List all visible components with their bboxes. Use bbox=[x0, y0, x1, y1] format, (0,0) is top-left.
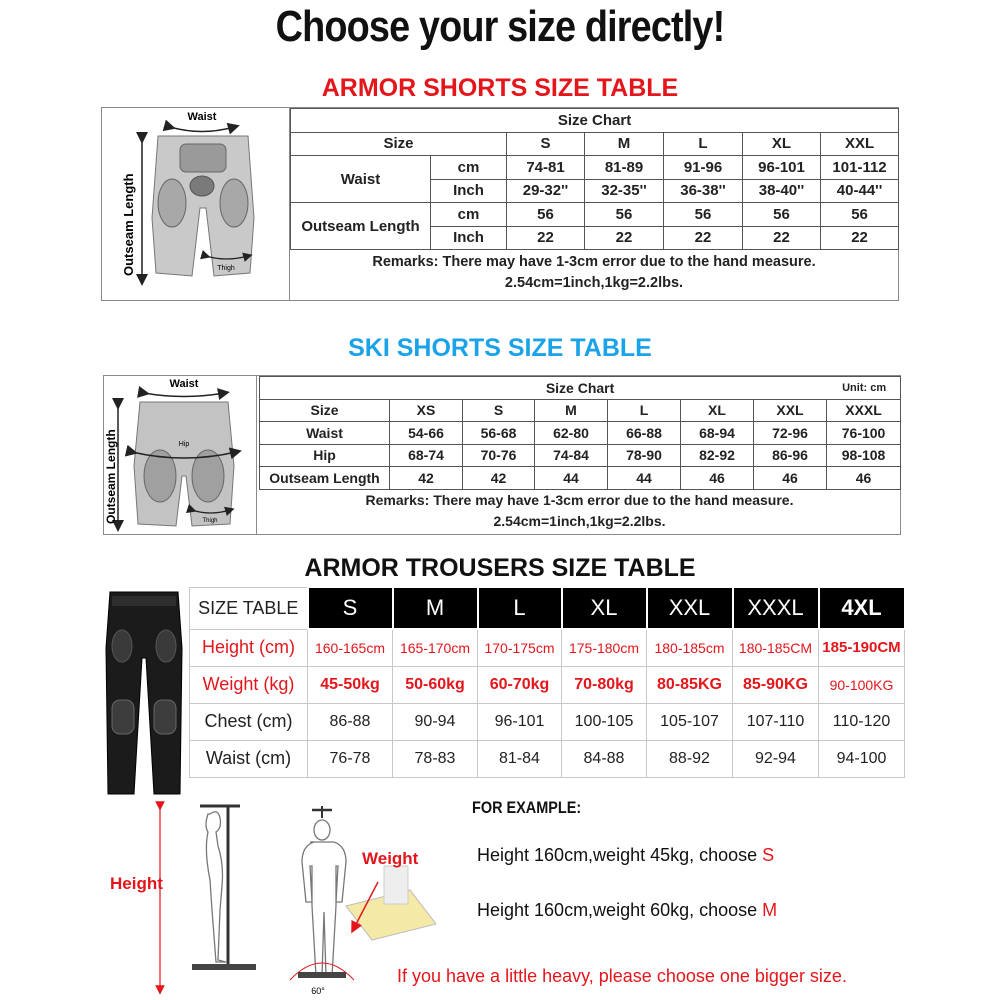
ski-shorts-cell: 76-100 bbox=[827, 422, 901, 445]
armor-shorts-cell: 96-101 bbox=[743, 156, 821, 180]
example-line-1-size: S bbox=[762, 845, 775, 865]
trousers-cell: 80-85KG bbox=[647, 666, 733, 703]
ski-shorts-remarks-line1: Remarks: There may have 1-3cm error due to the hand measure. bbox=[365, 492, 794, 508]
armor-shorts-unit-cm: cm bbox=[431, 156, 507, 180]
armor-shorts-cell: 56 bbox=[585, 203, 664, 227]
armor-shorts-outseam-label: Outseam Length bbox=[121, 173, 136, 276]
trousers-cell: 110-120 bbox=[819, 703, 905, 740]
page-title: Choose your size directly! bbox=[275, 2, 725, 51]
trousers-height-label: Height (cm) bbox=[190, 629, 308, 666]
armor-shorts-cell: 56 bbox=[821, 203, 899, 227]
ski-shorts-size: M bbox=[535, 399, 608, 422]
armor-shorts-cell: 36-38'' bbox=[664, 179, 743, 203]
trousers-cell: 96-101 bbox=[478, 703, 562, 740]
armor-shorts-unit-cm: cm bbox=[431, 203, 507, 227]
ski-shorts-size-table bbox=[259, 376, 901, 490]
example-heading: FOR EXAMPLE: bbox=[472, 798, 582, 817]
armor-shorts-remarks-line2: 2.54cm=1inch,1kg=2.2lbs. bbox=[504, 275, 684, 291]
trousers-cell: 70-80kg bbox=[562, 666, 647, 703]
ski-shorts-cell: 46 bbox=[754, 467, 827, 490]
trousers-cell: 170-175cm bbox=[478, 629, 562, 666]
ski-shorts-hip-label: Hip bbox=[178, 441, 190, 448]
armor-shorts-image bbox=[102, 108, 290, 300]
ski-shorts-unit-label: Unit: cm bbox=[842, 382, 887, 394]
ski-shorts-cell: 68-74 bbox=[390, 444, 463, 467]
trousers-cell: 50-60kg bbox=[393, 666, 478, 703]
trousers-cell: 105-107 bbox=[647, 703, 733, 740]
armor-shorts-cell: 22 bbox=[585, 226, 664, 250]
ski-shorts-cell: 44 bbox=[608, 467, 681, 490]
weight-label: Weight bbox=[362, 849, 419, 868]
trousers-size: S bbox=[308, 587, 393, 629]
trousers-size: 4XL bbox=[819, 587, 905, 629]
trousers-cell: 100-105 bbox=[562, 703, 647, 740]
ski-shorts-outseam-label: Outseam Length bbox=[104, 429, 118, 524]
ski-shorts-cell: 98-108 bbox=[827, 444, 901, 467]
ski-shorts-size: XXXL bbox=[827, 399, 901, 422]
ski-shorts-cell: 56-68 bbox=[463, 422, 535, 445]
armor-shorts-size: XL bbox=[743, 132, 821, 156]
trousers-cell: 92-94 bbox=[733, 740, 819, 777]
armor-trousers-size-table bbox=[189, 586, 906, 778]
ski-shorts-size: XS bbox=[390, 399, 463, 422]
trousers-chest-label: Chest (cm) bbox=[190, 703, 308, 740]
armor-shorts-cell: 29-32'' bbox=[507, 179, 585, 203]
armor-shorts-size: M bbox=[585, 132, 664, 156]
ski-shorts-cell: 62-80 bbox=[535, 422, 608, 445]
ski-shorts-cell: 72-96 bbox=[754, 422, 827, 445]
armor-shorts-thigh-label: Thigh bbox=[217, 265, 235, 272]
example-line-2-size: M bbox=[762, 900, 778, 920]
ski-shorts-cell: 46 bbox=[827, 467, 901, 490]
ski-shorts-thigh-label: Thigh bbox=[202, 518, 218, 524]
example-line-1 bbox=[477, 845, 774, 866]
trousers-cell: 81-84 bbox=[478, 740, 562, 777]
ski-shorts-cell: 66-88 bbox=[608, 422, 681, 445]
ski-shorts-chart-header bbox=[260, 377, 901, 400]
ski-shorts-size: L bbox=[608, 399, 681, 422]
ski-shorts-size: S bbox=[463, 399, 535, 422]
armor-shorts-size: XXL bbox=[821, 132, 899, 156]
ski-shorts-image bbox=[104, 376, 257, 534]
armor-shorts-title: ARMOR SHORTS SIZE TABLE bbox=[321, 74, 679, 102]
trousers-cell: 180-185cm bbox=[647, 629, 733, 666]
ski-shorts-cell: 74-84 bbox=[535, 444, 608, 467]
armor-shorts-chart-label: Size Chart bbox=[291, 109, 899, 133]
armor-shorts-cell: 101-112 bbox=[821, 156, 899, 180]
trousers-cell: 85-90KG bbox=[733, 666, 819, 703]
armor-shorts-cell: 91-96 bbox=[664, 156, 743, 180]
ski-shorts-size: XL bbox=[681, 399, 754, 422]
trousers-size: XXXL bbox=[733, 587, 819, 629]
trousers-cell: 78-83 bbox=[393, 740, 478, 777]
armor-shorts-unit-inch: Inch bbox=[431, 179, 507, 203]
armor-shorts-cell: 56 bbox=[507, 203, 585, 227]
armor-shorts-size-label: Size bbox=[291, 132, 507, 156]
ski-shorts-remarks bbox=[259, 490, 900, 532]
armor-shorts-waist-row-label: Waist bbox=[291, 156, 431, 203]
trousers-cell: 76-78 bbox=[308, 740, 393, 777]
ski-shorts-cell: 42 bbox=[463, 467, 535, 490]
armor-shorts-size-table bbox=[290, 108, 899, 250]
armor-trousers-title: ARMOR TROUSERS SIZE TABLE bbox=[304, 554, 696, 582]
measurement-figures bbox=[140, 800, 440, 1000]
example-line-2-text: Height 160cm,weight 60kg, choose bbox=[477, 900, 763, 920]
trousers-cell: 60-70kg bbox=[478, 666, 562, 703]
armor-shorts-cell: 74-81 bbox=[507, 156, 585, 180]
armor-shorts-cell: 22 bbox=[821, 226, 899, 250]
trousers-weight-label: Weight (kg) bbox=[190, 666, 308, 703]
armor-shorts-waist-label: Waist bbox=[187, 111, 217, 123]
armor-shorts-chart bbox=[101, 107, 899, 301]
trousers-cell: 90-94 bbox=[393, 703, 478, 740]
armor-shorts-cell: 56 bbox=[743, 203, 821, 227]
armor-shorts-cell: 22 bbox=[507, 226, 585, 250]
trousers-cell: 86-88 bbox=[308, 703, 393, 740]
armor-shorts-size: L bbox=[664, 132, 743, 156]
trousers-waist-label: Waist (cm) bbox=[190, 740, 308, 777]
ski-shorts-illustration bbox=[104, 376, 257, 534]
armor-shorts-cell: 38-40'' bbox=[743, 179, 821, 203]
trousers-cell: 84-88 bbox=[562, 740, 647, 777]
trousers-cell: 45-50kg bbox=[308, 666, 393, 703]
example-line-2 bbox=[477, 900, 777, 921]
ski-shorts-chart bbox=[103, 375, 901, 535]
ski-shorts-row-label: Outseam Length bbox=[260, 467, 390, 490]
armor-shorts-cell: 22 bbox=[664, 226, 743, 250]
ski-shorts-size-label: Size bbox=[260, 399, 390, 422]
trousers-cell: 88-92 bbox=[647, 740, 733, 777]
armor-shorts-remarks-line1: Remarks: There may have 1-3cm error due to the hand measure. bbox=[372, 254, 816, 270]
trousers-cell: 165-170cm bbox=[393, 629, 478, 666]
ski-shorts-cell: 44 bbox=[535, 467, 608, 490]
trousers-cell: 180-185CM bbox=[733, 629, 819, 666]
measurement-illustration bbox=[140, 800, 440, 1000]
trousers-size: M bbox=[393, 587, 478, 629]
armor-shorts-size: S bbox=[507, 132, 585, 156]
armor-shorts-cell: 81-89 bbox=[585, 156, 664, 180]
trousers-cell: 90-100KG bbox=[819, 666, 905, 703]
trousers-size: L bbox=[478, 587, 562, 629]
armor-shorts-cell: 56 bbox=[664, 203, 743, 227]
trousers-size: XXL bbox=[647, 587, 733, 629]
armor-shorts-cell: 40-44'' bbox=[821, 179, 899, 203]
armor-shorts-remarks bbox=[290, 252, 898, 294]
ski-shorts-cell: 70-76 bbox=[463, 444, 535, 467]
ski-shorts-remarks-line2: 2.54cm=1inch,1kg=2.2lbs. bbox=[493, 513, 666, 529]
ski-shorts-cell: 46 bbox=[681, 467, 754, 490]
angle-label: 60° bbox=[311, 986, 325, 996]
size-note: If you have a little heavy, please choose one bigger size. bbox=[397, 966, 847, 986]
armor-shorts-illustration bbox=[102, 108, 290, 300]
ski-shorts-cell: 82-92 bbox=[681, 444, 754, 467]
ski-shorts-cell: 54-66 bbox=[390, 422, 463, 445]
ski-shorts-row-label: Waist bbox=[260, 422, 390, 445]
ski-shorts-cell: 78-90 bbox=[608, 444, 681, 467]
ski-shorts-cell: 42 bbox=[390, 467, 463, 490]
example-line-1-text: Height 160cm,weight 45kg, choose bbox=[477, 845, 763, 865]
ski-shorts-title: SKI SHORTS SIZE TABLE bbox=[348, 334, 652, 362]
trousers-cell: 185-190CM bbox=[819, 629, 905, 666]
armor-shorts-cell: 32-35'' bbox=[585, 179, 664, 203]
ski-shorts-cell: 86-96 bbox=[754, 444, 827, 467]
ski-shorts-chart-label: Size Chart bbox=[545, 379, 615, 396]
trousers-cell: 160-165cm bbox=[308, 629, 393, 666]
armor-trousers-image bbox=[100, 588, 188, 798]
ski-shorts-size: XXL bbox=[754, 399, 827, 422]
height-label: Height bbox=[110, 874, 163, 893]
trousers-cell: 107-110 bbox=[733, 703, 819, 740]
trousers-size: XL bbox=[562, 587, 647, 629]
armor-shorts-outseam-row-label: Outseam Length bbox=[291, 203, 431, 250]
ski-shorts-row-label: Hip bbox=[260, 444, 390, 467]
trousers-header-label: SIZE TABLE bbox=[190, 587, 308, 629]
ski-shorts-cell: 68-94 bbox=[681, 422, 754, 445]
trousers-cell: 175-180cm bbox=[562, 629, 647, 666]
trousers-cell: 94-100 bbox=[819, 740, 905, 777]
armor-shorts-unit-inch: Inch bbox=[431, 226, 507, 250]
armor-shorts-cell: 22 bbox=[743, 226, 821, 250]
ski-shorts-waist-label: Waist bbox=[169, 378, 199, 390]
trousers-illustration bbox=[100, 588, 188, 798]
